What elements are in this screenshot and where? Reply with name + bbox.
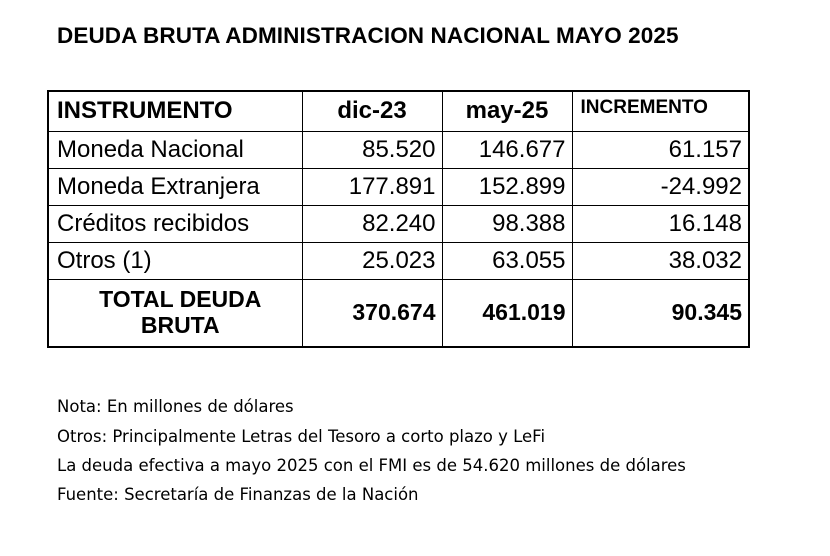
table-row [48, 168, 749, 205]
total-label: TOTAL DEUDA BRUTA [48, 279, 302, 347]
header-incremento: INCREMENTO [572, 91, 749, 131]
cell-may-25: 63.055 [442, 242, 572, 279]
cell-dic-23: 82.240 [302, 205, 442, 242]
row-label: Moneda Nacional [48, 131, 302, 168]
cell-dic-23: 25.023 [302, 242, 442, 279]
table-row [48, 131, 749, 168]
note-units: Nota: En millones de dólares [57, 397, 294, 416]
row-label: Otros (1) [48, 242, 302, 279]
cell-may-25: 98.388 [442, 205, 572, 242]
total-incremento: 90.345 [572, 279, 749, 347]
total-row [48, 279, 749, 347]
total-dic-23: 370.674 [302, 279, 442, 347]
cell-dic-23: 85.520 [302, 131, 442, 168]
notes-block [57, 392, 757, 510]
note-otros: Otros: Principalmente Letras del Tesoro a corto plazo y LeFi [57, 427, 546, 446]
cell-may-25: 146.677 [442, 131, 572, 168]
note-fuente: Fuente: Secretaría de Finanzas de la Nación [57, 485, 419, 504]
page-title: DEUDA BRUTA ADMINISTRACION NACIONAL MAYO 2025 [57, 23, 679, 48]
table-row [48, 205, 749, 242]
cell-incremento: 16.148 [572, 205, 749, 242]
debt-table [47, 90, 750, 348]
cell-incremento: 61.157 [572, 131, 749, 168]
cell-may-25: 152.899 [442, 168, 572, 205]
header-instrumento: INSTRUMENTO [48, 91, 302, 131]
cell-incremento: 38.032 [572, 242, 749, 279]
header-may-25: may-25 [442, 91, 572, 131]
row-label: Moneda Extranjera [48, 168, 302, 205]
row-label: Créditos recibidos [48, 205, 302, 242]
table-row [48, 242, 749, 279]
total-may-25: 461.019 [442, 279, 572, 347]
cell-dic-23: 177.891 [302, 168, 442, 205]
note-fmi: La deuda efectiva a mayo 2025 con el FMI es de 54.620 millones de dólares [57, 456, 686, 475]
cell-incremento: -24.992 [572, 168, 749, 205]
header-dic-23: dic-23 [302, 91, 442, 131]
table-header-row [48, 91, 749, 131]
